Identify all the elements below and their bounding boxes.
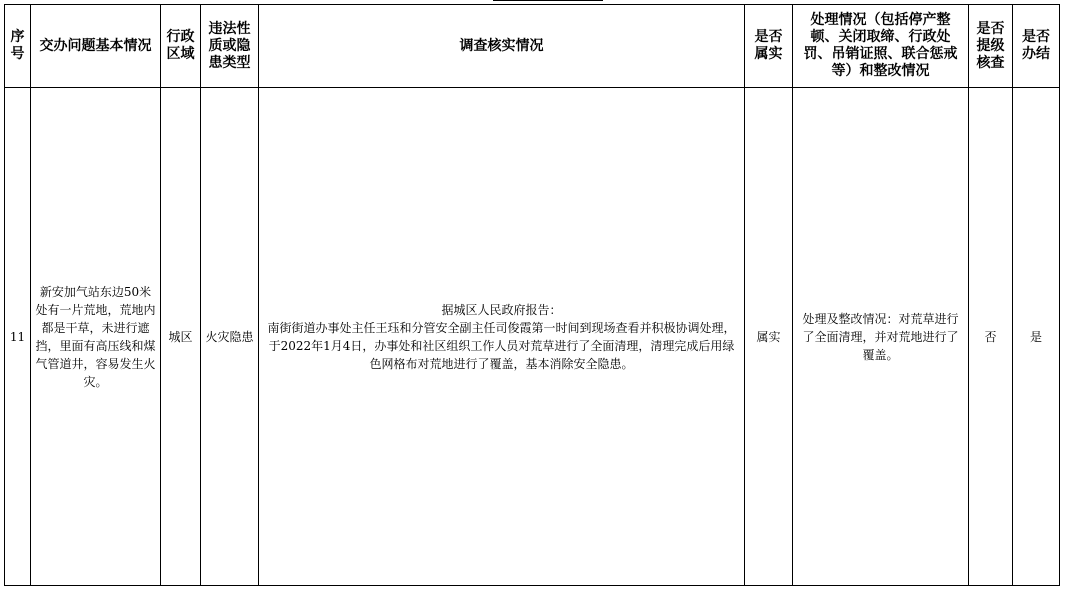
cell-issue: 新安加气站东边50米处有一片荒地，荒地内都是干草，未进行遮挡，里面有高压线和煤气管道井，容易发生火灾。: [31, 88, 161, 586]
cell-verified: 属实: [745, 88, 793, 586]
header-district: 行政区域: [161, 5, 201, 88]
header-escalated: 是否提级核查: [969, 5, 1013, 88]
previous-page-fragment: [493, 0, 603, 1]
cell-type: 火灾隐患: [201, 88, 259, 586]
findings-detail: 南街街道办事处主任王珏和分管安全副主任司俊霞第一时间到现场查看并积极协调处理，于2022年1月4日，办事处和社区组织工作人员对荒草进行了全面清理，清理完成后用绿色网格布对荒地进行了覆盖，基本消除安全隐患。: [267, 320, 736, 371]
findings-source: 据城区人民政府报告：: [441, 302, 562, 317]
header-type: 违法性质或隐患类型: [201, 5, 259, 88]
header-findings: 调查核实情况: [259, 5, 745, 88]
cell-district: 城区: [161, 88, 201, 586]
cell-closed: 是: [1013, 88, 1060, 586]
cell-findings: [259, 88, 745, 586]
header-row: [5, 5, 1060, 88]
cell-handling: 处理及整改情况：对荒草进行了全面清理，并对荒地进行了覆盖。: [793, 88, 969, 586]
table-row: [5, 88, 1060, 586]
cell-escalated: 否: [969, 88, 1013, 586]
inspection-report-table: [4, 4, 1060, 586]
header-verified: 是否属实: [745, 5, 793, 88]
header-issue: 交办问题基本情况: [31, 5, 161, 88]
header-closed: 是否办结: [1013, 5, 1060, 88]
header-seq: 序号: [5, 5, 31, 88]
header-handling: 处理情况（包括停产整顿、关闭取缔、行政处罚、吊销证照、联合惩戒等）和整改情况: [793, 5, 969, 88]
cell-seq: 11: [5, 88, 31, 586]
